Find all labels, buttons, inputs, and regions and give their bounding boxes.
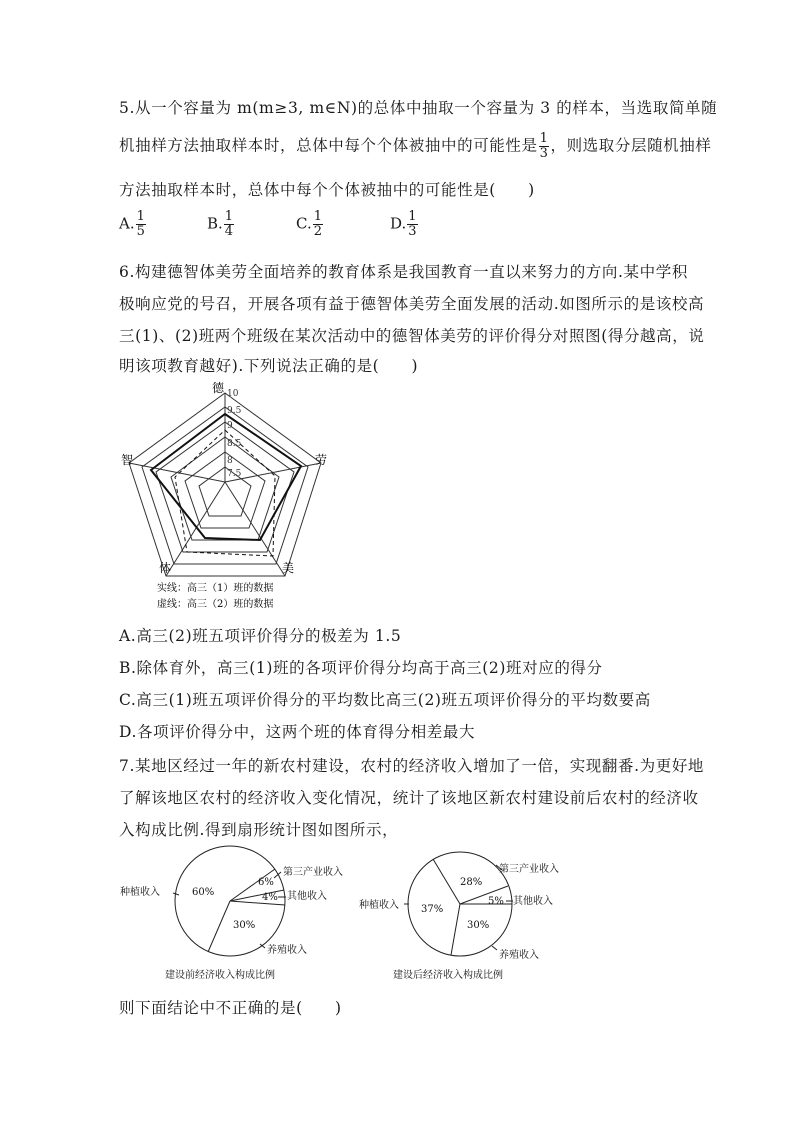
q7-conclusion: 则下面结论中不正确的是( ) bbox=[119, 999, 342, 1017]
q6-line-4: 明该项教育越好).下列说法正确的是( ) bbox=[119, 357, 419, 375]
q7-line-1: 7.某地区经过一年的新农村建设，农村的经济收入增加了一倍，实现翻番.为更好地 bbox=[119, 757, 705, 775]
radar-axis-de: 德 bbox=[212, 381, 225, 395]
q6-line-1: 6.构建德智体美劳全面培养的教育体系是我国教育一直以来努力的方向.某中学积 bbox=[119, 263, 688, 281]
pie-before-label-tertiary: 第三产业收入 bbox=[283, 867, 343, 878]
radar-axis-mei: 美 bbox=[282, 561, 295, 575]
radar-tick-8-5: 8.5 bbox=[227, 439, 242, 449]
radar-chart bbox=[115, 380, 345, 615]
q6-option-d: D.各项评价得分中，这两个班的体育得分相差最大 bbox=[119, 723, 476, 741]
q5-line-2 bbox=[119, 132, 712, 161]
pie-before-label-breeding: 养殖收入 bbox=[267, 945, 307, 956]
q6-line-2: 极响应党的号召，开展各项有益于德智体美劳全面发展的活动.如图所示的是该校高 bbox=[119, 295, 705, 313]
radar-tick-10: 10 bbox=[227, 389, 239, 399]
radar-tick-9: 9 bbox=[227, 421, 233, 431]
q6-option-a: A.高三(2)班五项评价得分的极差为 1.5 bbox=[119, 627, 402, 645]
pie-after-leader-4 bbox=[492, 946, 497, 950]
pie-before-value-breeding: 30% bbox=[233, 920, 256, 931]
pie-before-divider-4 bbox=[208, 901, 230, 952]
q5-option-b: B. $\frac{1}{4}$ bbox=[207, 209, 234, 239]
pie-before-value-other: 4% bbox=[262, 892, 278, 903]
q5-line-1: 5.从一个容量为 m(m≥3, m∈N)的总体中抽取一个容量为 3 的样本，当选取简单随 bbox=[119, 99, 718, 117]
pie-after-label-breeding: 养殖收入 bbox=[499, 950, 539, 961]
radar-spoke-mei bbox=[225, 482, 285, 576]
radar-legend-dashed: 虚线：高三（2）班的数据 bbox=[157, 599, 274, 610]
pie-after-value-other: 5% bbox=[488, 896, 504, 907]
q7-line-2: 了解该地区农村的经济收入变化情况，统计了该地区新农村建设前后农村的经济收 bbox=[119, 789, 699, 807]
radar-tick-7-5: 7.5 bbox=[227, 469, 242, 479]
pie-before-label-other: 其他收入 bbox=[287, 891, 327, 902]
pie-before-label-planting: 种植收入 bbox=[120, 887, 160, 898]
radar-axis-ti: 体 bbox=[159, 561, 172, 575]
q5-line-2a: 机抽样方法抽取样本时，总体中每个个体被抽中的可能性是 bbox=[119, 136, 538, 155]
radar-axis-lao: 劳 bbox=[315, 453, 328, 467]
radar-tick-9-5: 9.5 bbox=[227, 406, 242, 416]
q5-option-d: D. $\frac{1}{3}$ bbox=[390, 209, 417, 239]
q5-fraction: $\frac{1}{3}$ bbox=[539, 131, 549, 161]
radar-legend-solid: 实线：高三（1）班的数据 bbox=[157, 583, 274, 594]
pie-before-value-planting: 60% bbox=[192, 887, 215, 898]
pie-after-caption: 建设后经济收入构成比例 bbox=[393, 970, 503, 981]
pie-after-divider-1 bbox=[433, 859, 460, 904]
pie-after-label-tertiary: 第三产业收入 bbox=[499, 864, 559, 875]
q5-option-c: C. $\frac{1}{2}$ bbox=[296, 209, 322, 239]
pie-after-value-tertiary: 28% bbox=[460, 877, 483, 888]
pie-after-value-breeding: 30% bbox=[467, 920, 490, 931]
pie-after-label-planting: 种植收入 bbox=[359, 900, 399, 911]
q6-option-b: B.除体育外，高三(1)班的各项评价得分均高于高三(2)班对应的得分 bbox=[119, 659, 603, 677]
q7-line-3: 入构成比例.得到扇形统计图如图所示， bbox=[119, 821, 399, 839]
q6-option-c: C.高三(1)班五项评价得分的平均数比高三(2)班五项评价得分的平均数要高 bbox=[119, 691, 651, 709]
q5-option-a: A. $\frac{1}{5}$ bbox=[119, 209, 145, 239]
pie-after-divider-4 bbox=[451, 904, 460, 955]
radar-tick-8: 8 bbox=[227, 456, 233, 466]
q5-line-2b: ，则选取分层随机抽样 bbox=[550, 136, 712, 155]
pie-after-label-other: 其他收入 bbox=[513, 896, 553, 907]
pie-after-value-planting: 37% bbox=[421, 904, 444, 915]
radar-axis-zhi: 智 bbox=[121, 453, 134, 467]
pie-before-caption: 建设前经济收入构成比例 bbox=[165, 970, 275, 981]
q6-line-3: 三(1)、(2)班两个班级在某次活动中的德智体美劳的评价得分对照图(得分越高，说 bbox=[119, 327, 705, 345]
pie-charts bbox=[115, 838, 655, 988]
pie-before-value-tertiary: 6% bbox=[258, 877, 274, 888]
q5-line-3: 方法抽取样本时，总体中每个个体被抽中的可能性是( ) bbox=[119, 181, 535, 199]
